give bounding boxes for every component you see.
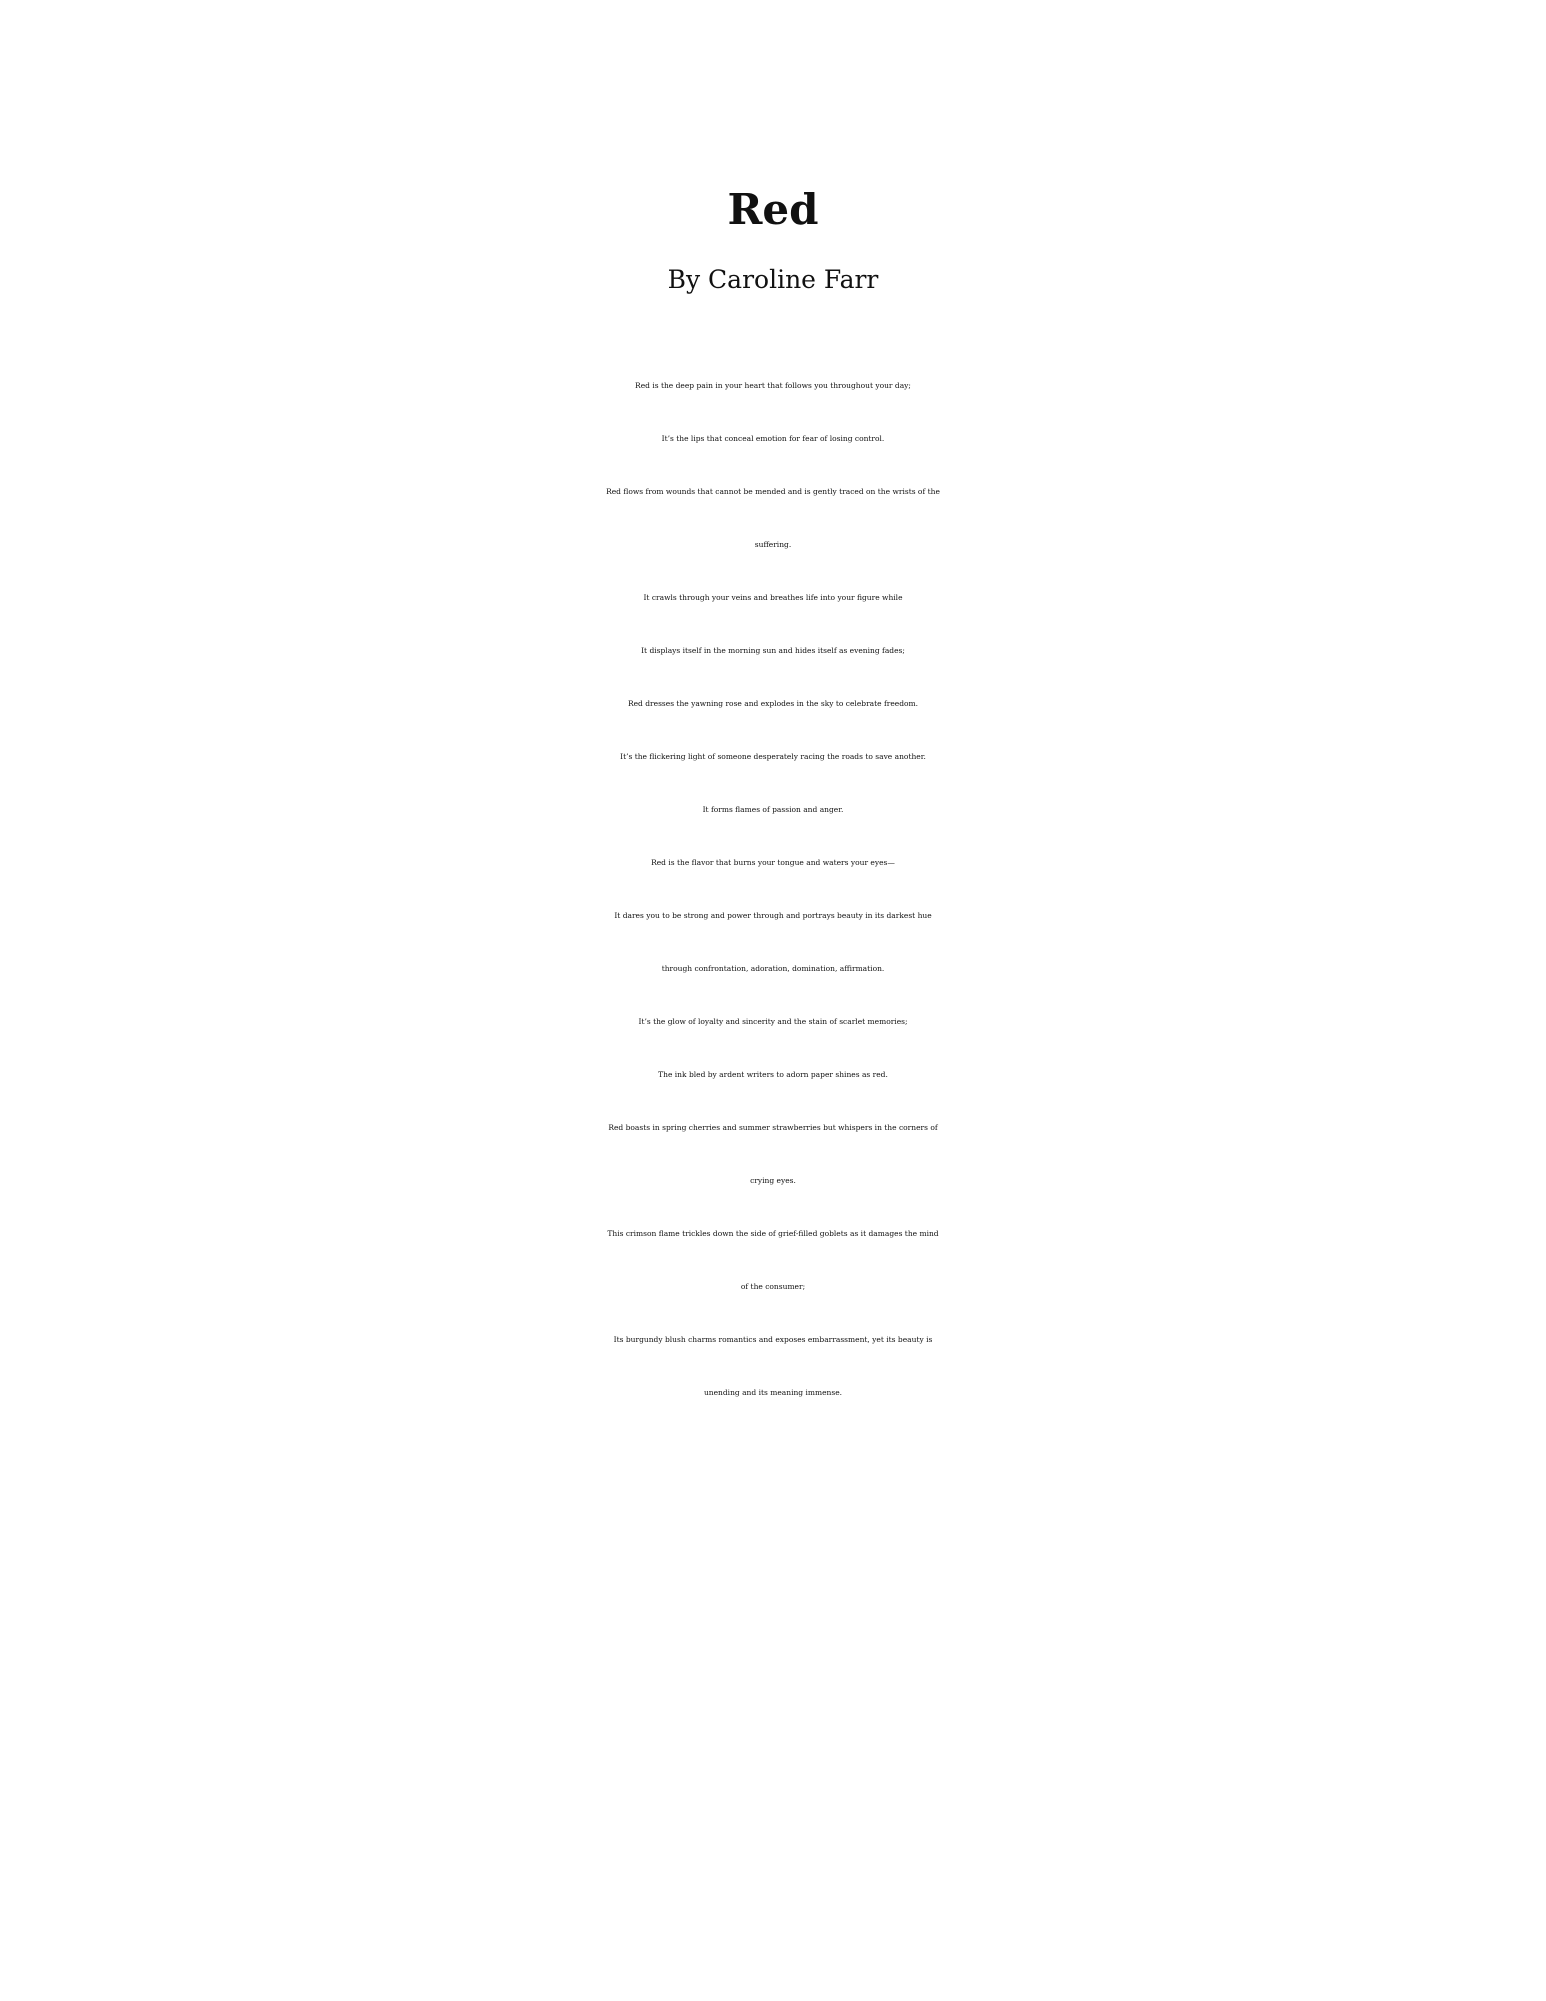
poem-line: suffering. bbox=[754, 540, 792, 549]
poem-author: By Caroline Farr bbox=[667, 265, 879, 294]
poem-line: It’s the glow of loyalty and sincerity and the stain of scarlet memories; bbox=[638, 1017, 908, 1026]
poem-line: Its burgundy blush charms romantics and exposes embarrassment, yet its beauty is bbox=[613, 1335, 933, 1344]
poem-line: Red is the flavor that burns your tongue and waters your eyes— bbox=[651, 858, 895, 867]
poem-line: crying eyes. bbox=[750, 1176, 796, 1185]
poem-line: This crimson flame trickles down the side of grief-filled goblets as it damages the mind bbox=[607, 1229, 939, 1238]
poem-line: of the consumer; bbox=[740, 1282, 806, 1291]
poem-line: Red dresses the yawning rose and explodes in the sky to celebrate freedom. bbox=[627, 699, 919, 708]
poem-line: It displays itself in the morning sun and hides itself as evening fades; bbox=[641, 646, 905, 655]
poem-line: The ink bled by ardent writers to adorn paper shines as red. bbox=[658, 1070, 888, 1079]
poem-line: Red is the deep pain in your heart that follows you throughout your day; bbox=[635, 381, 911, 390]
poem-line: unending and its meaning immense. bbox=[703, 1388, 843, 1397]
poem-title: Red bbox=[727, 185, 819, 234]
poem-line: Red boasts in spring cherries and summer strawberries but whispers in the corners of bbox=[608, 1123, 938, 1132]
poem-line: It dares you to be strong and power through and portrays beauty in its darkest hue bbox=[614, 911, 932, 920]
poem-body bbox=[0, 359, 1546, 1419]
poem-line: Red flows from wounds that cannot be mended and is gently traced on the wrists of the bbox=[606, 487, 940, 496]
poem-line: through confrontation, adoration, domination, affirmation. bbox=[661, 964, 885, 973]
poem-line: It’s the flickering light of someone desperately racing the roads to save another. bbox=[620, 752, 926, 761]
poem-line: It’s the lips that conceal emotion for fear of losing control. bbox=[661, 434, 885, 443]
poem-line: It forms flames of passion and anger. bbox=[702, 805, 844, 814]
poem-line: It crawls through your veins and breathes life into your figure while bbox=[643, 593, 903, 602]
